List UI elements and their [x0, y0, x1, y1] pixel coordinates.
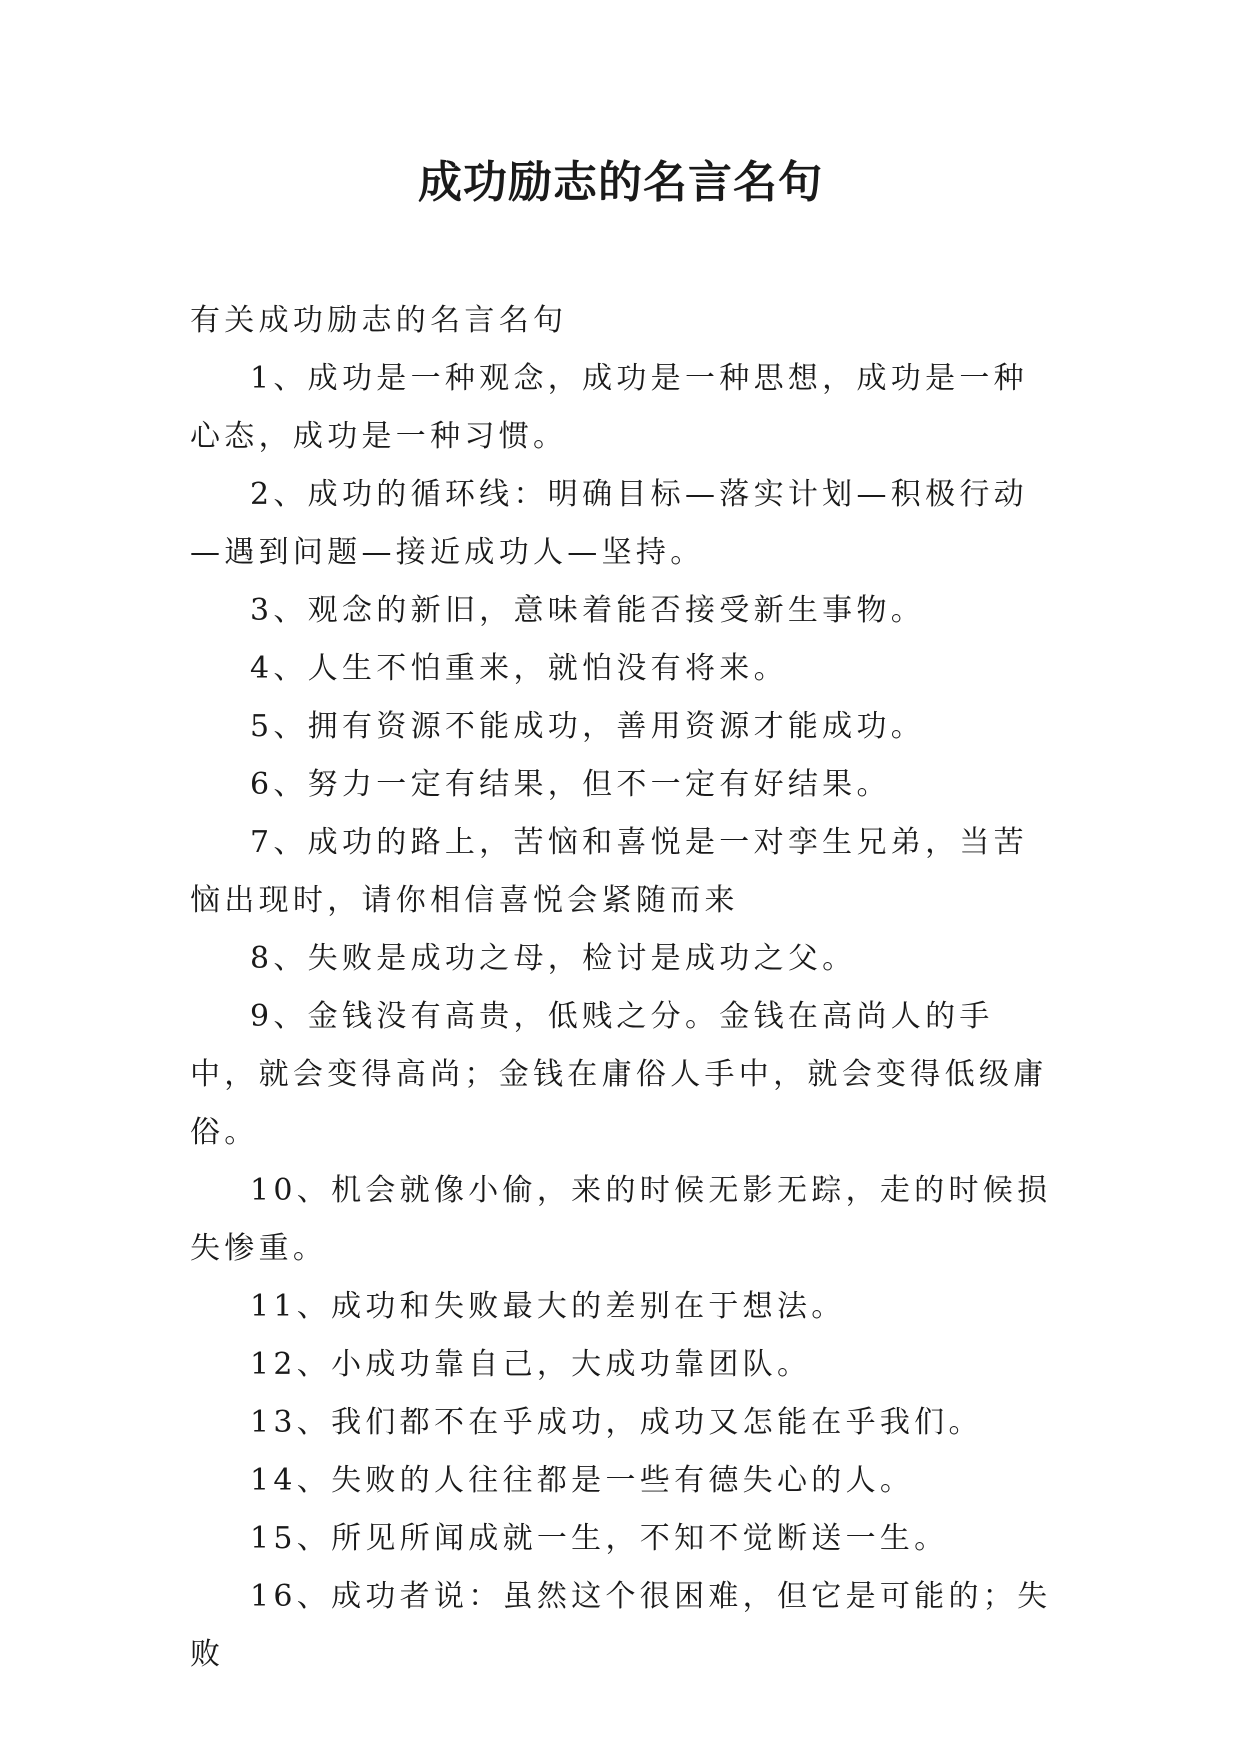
quote-paragraph-16: 16、成功者说：虽然这个很困难，但它是可能的；失败: [190, 1579, 1052, 1672]
quote-paragraph-11: 11、成功和失败最大的差别在于想法。: [250, 1289, 846, 1324]
intro-line: 有关成功励志的名言名句: [190, 303, 568, 338]
quote-paragraph-5: 5、拥有资源不能成功，善用资源才能成功。: [250, 709, 926, 744]
quote-paragraph-15: 15、所见所闻成就一生，不知不觉断送一生。: [250, 1521, 949, 1556]
quote-paragraph-8: 8、失败是成功之母，检讨是成功之父。: [250, 941, 857, 976]
quote-paragraph-1: 1、成功是一种观念，成功是一种思想，成功是一种心态，成功是一种习惯。: [190, 361, 1028, 454]
quote-paragraph-2: 2、成功的循环线：明确目标—落实计划—积极行动—遇到问题—接近成功人—坚持。: [190, 477, 1028, 570]
document-body: [190, 292, 1052, 1684]
quote-paragraph-4: 4、人生不怕重来，就怕没有将来。: [250, 651, 788, 686]
quote-paragraph-3: 3、观念的新旧，意味着能否接受新生事物。: [250, 593, 926, 628]
quote-paragraph-12: 12、小成功靠自己，大成功靠团队。: [250, 1347, 812, 1382]
quote-paragraph-14: 14、失败的人往往都是一些有德失心的人。: [250, 1463, 915, 1498]
quote-paragraph-6: 6、努力一定有结果，但不一定有好结果。: [250, 767, 891, 802]
quote-paragraph-10: 10、机会就像小偷，来的时候无影无踪，走的时候损失惨重。: [190, 1173, 1052, 1266]
quote-paragraph-13: 13、我们都不在乎成功，成功又怎能在乎我们。: [250, 1405, 983, 1440]
document-title: 成功励志的名言名句: [418, 157, 823, 208]
quote-paragraph-7: 7、成功的路上，苦恼和喜悦是一对孪生兄弟，当苦恼出现时，请你相信喜悦会紧随而来: [190, 825, 1028, 918]
quote-paragraph-9: 9、金钱没有高贵，低贱之分。金钱在高尚人的手中，就会变得高尚；金钱在庸俗人手中，就会变得低级庸俗。: [190, 999, 1048, 1150]
